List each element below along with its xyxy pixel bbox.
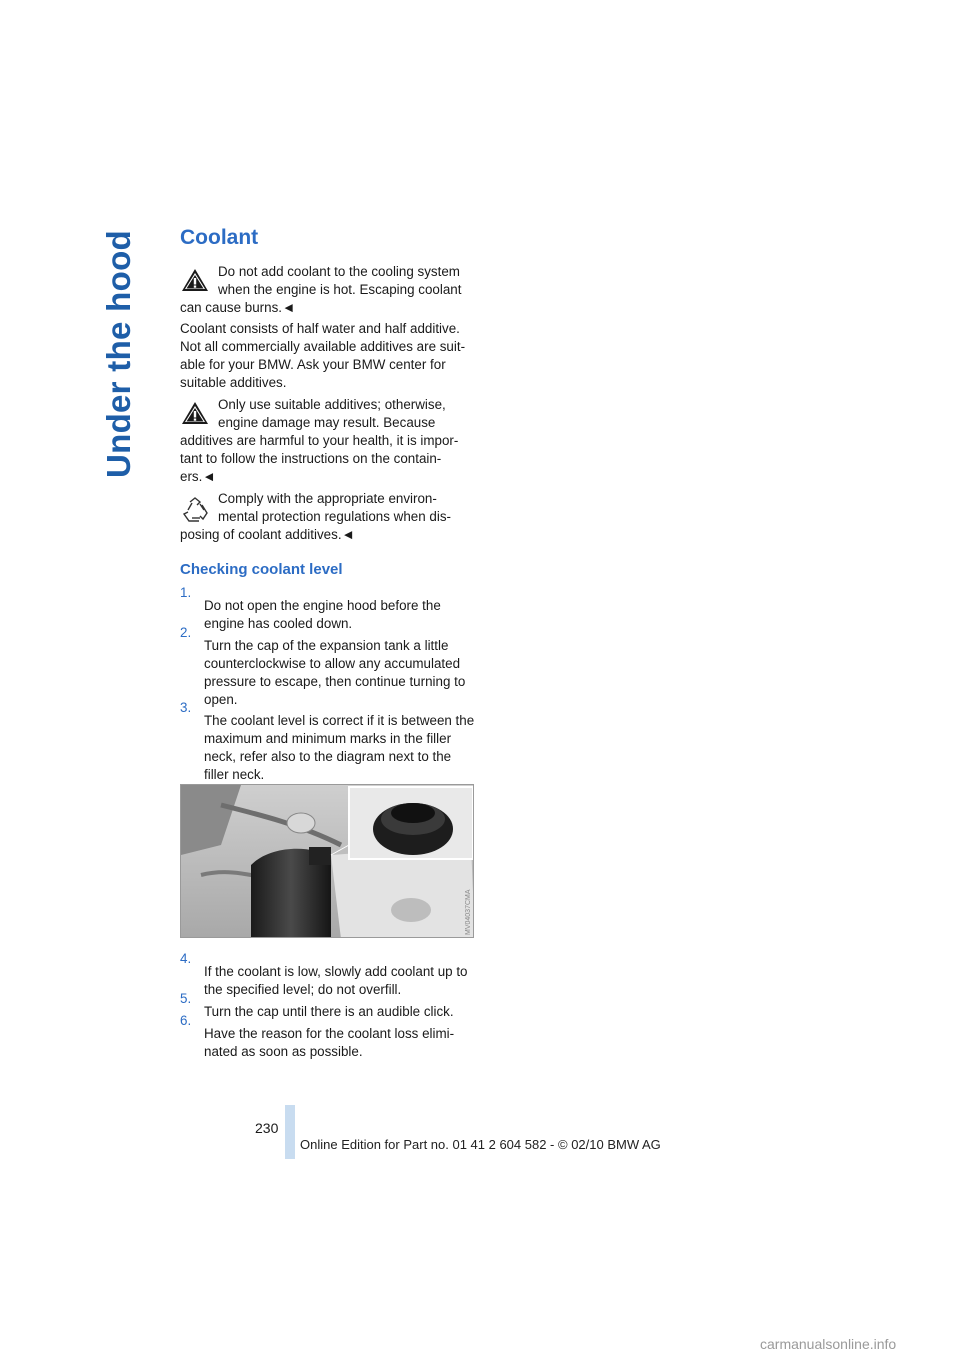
- coolant-tank-photo: [180, 784, 474, 938]
- step-item: [180, 1012, 476, 1075]
- warning-triangle-icon: [180, 267, 210, 293]
- intro-paragraph: Coolant consists of half water and half additive. Not all commercially available additives are suit-able for your BMW. Ask your BMW center for suitable additives.: [180, 321, 466, 390]
- step-text: Have the reason for the coolant loss elimi-nated as soon as possible.: [204, 1026, 455, 1060]
- warning-triangle-icon: [180, 400, 210, 426]
- footer-accent-bar: [285, 1105, 295, 1159]
- step-number: 2.: [180, 625, 192, 640]
- step-text: The coolant level is correct if it is between the maximum and minimum marks in the filler neck, refer also to the diagram next to the filler neck.: [204, 713, 475, 783]
- step-text: Turn the cap until there is an audible click.: [204, 1004, 454, 1020]
- environment-note: Comply with the appropriate environ- mental protection regulations when dis- posing of coolant additives.◄: [180, 491, 451, 542]
- figure-code: MV04037CMA: [465, 889, 472, 935]
- recycle-icon: [180, 496, 210, 524]
- step-number: 4.: [180, 951, 192, 966]
- warning-note-additives: Only use suitable additives; otherwise, engine damage may result. Because additives are harmful to your health, it is impor-tant to follow the instructions on the contain-ers.◄: [180, 397, 459, 484]
- step-text: If the coolant is low, slowly add coolant up to the specified level; do not overfill.: [204, 964, 468, 998]
- engine-bay-illustration: [181, 785, 474, 938]
- step-number: 1.: [180, 585, 192, 600]
- step-text: Do not open the engine hood before the engine has cooled down.: [204, 598, 441, 632]
- step-number: 5.: [180, 991, 192, 1006]
- warning-note-hot-coolant: Do not add coolant to the cooling system when the engine is hot. Escaping coolant can cause burns.◄: [180, 264, 462, 315]
- step-number: 3.: [180, 700, 192, 715]
- section-title: Coolant: [180, 226, 259, 249]
- watermark-text: carmanualsonline.info: [760, 1336, 897, 1352]
- subsection-title: Checking coolant level: [180, 561, 343, 578]
- step-item: [180, 699, 476, 798]
- footer-edition-text: Online Edition for Part no. 01 41 2 604 582 - © 02/10 BMW AG: [300, 1137, 661, 1152]
- page-number: 230: [255, 1120, 279, 1136]
- step-number: 6.: [180, 1013, 192, 1028]
- side-tab-chapter: Under the hood: [100, 230, 137, 479]
- step-text: Turn the cap of the expansion tank a little counterclockwise to allow any accumulated pressure to escape, then continue turning to open.: [204, 638, 466, 708]
